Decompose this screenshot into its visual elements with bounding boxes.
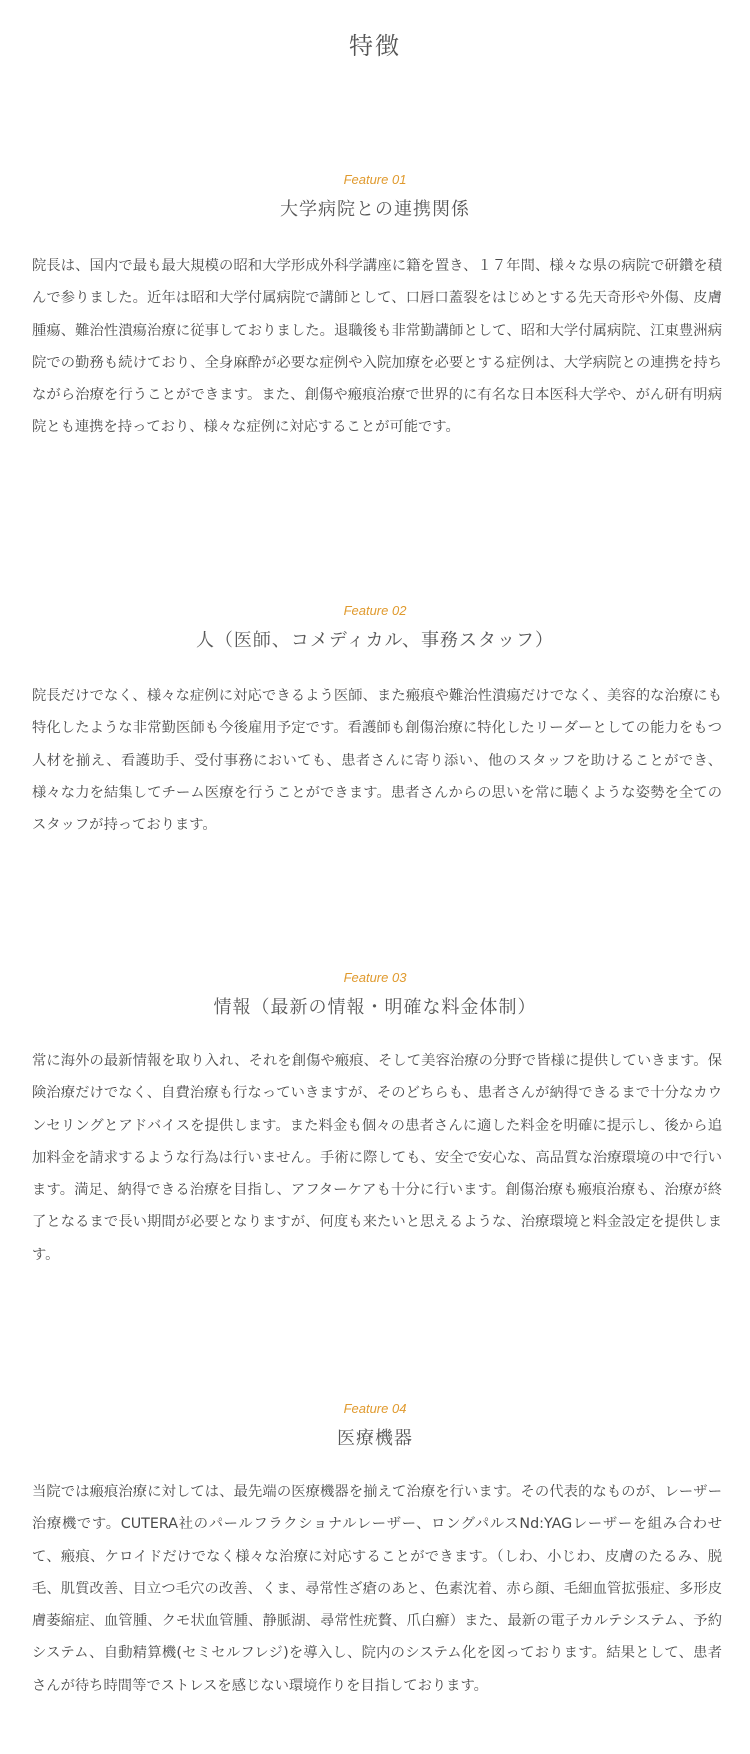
feature-body: 院長は、国内で最も最大規模の昭和大学形成外科学講座に籍を置き、１７年間、様々な県の病院で研鑽を積んで参りました。近年は昭和大学付属病院で講師として、口唇口蓋裂をはじめとする先天奇形や外傷、皮膚腫瘍、難治性潰瘍治療に従事しておりました。退職後も非常勤講師として、昭和大学付属病院、江東豊洲病院での勤務も続けており、全身麻酔が必要な症例や入院加療を必要とする症例は、大学病院との連携を持ちながら治療を行うことができます。また、創傷や瘢痕治療で世界的に有名な日本医科大学や、がん研有明病院とも連携を持っており、様々な症例に対応することが可能です。 [32,258,722,436]
feature-heading: 人（医師、コメディカル、事務スタッフ） [195,630,555,651]
feature-label: Feature 04 [343,1401,407,1416]
feature-body: 常に海外の最新情報を取り入れ、それを創傷や瘢痕、そして美容治療の分野で皆様に提供していきます。保険治療だけでなく、自費治療も行なっていきますが、そのどちらも、患者さんが納得できるまで十分なカウンセリングとアドバイスを提供します。また料金も個々の患者さんに適した料金を明確に提示し、後から追加料金を請求するような行為は行いません。手術に際しても、安全で安心な、高品質な治療環境の中で行います。満足、納得できる治療を目指し、アフターケアも十分に行います。創傷治療も瘢痕治療も、治療が終了となるまで長い期間が必要となりますが、何度も来たいと思えるような、治療環境と料金設定を提供します。 [32,1053,722,1263]
feature-04-header [0,1399,750,1453]
feature-body: 院長だけでなく、様々な症例に対応できるよう医師、また瘢痕や難治性潰瘍だけでなく、美容的な治療にも特化したような非常勤医師も今後雇用予定です。看護師も創傷治療に特化したリーダーとしての能力をもつ人材を揃え、看護助手、受付事務においても、患者さんに寄り添い、他のスタッフを助けることができ、様々な力を結集してチーム医療を行うことができます。患者さんからの思いを常に聴くような姿勢を全てのスタッフが持っております。 [32,688,722,834]
page-title: 特徴 [349,32,401,60]
feature-01-header [0,170,750,224]
feature-03-header [0,968,750,1022]
feature-label: Feature 01 [343,172,407,187]
feature-label: Feature 02 [343,603,407,618]
feature-heading: 大学病院との連携関係 [280,199,470,220]
feature-heading: 医療機器 [337,1428,413,1449]
feature-body: 当院では瘢痕治療に対しては、最先端の医療機器を揃えて治療を行います。その代表的なものが、レーザー治療機です。CUTERA社のパールフラクショナルレーザー、ロングパルスNd:YAGレーザーを組み合わせて、瘢痕、ケロイドだけでなく様々な治療に対応することができます。（しわ、小じわ、皮膚のたるみ、脱毛、肌質改善、目立つ毛穴の改善、くま、尋常性ざ瘡のあと、色素沈着、赤ら顔、毛細血管拡張症、多形皮膚萎縮症、血管腫、クモ状血管腫、静脈湖、尋常性疣贅、爪白癬）また、最新の電子カルテシステム、予約システム、自動精算機(セミセルフレジ)を導入し、院内のシステム化を図っております。結果として、患者さんが待ち時間等でストレスを感じない環境作りを目指しております。 [32,1484,722,1694]
feature-02-header [0,601,750,655]
feature-heading: 情報（最新の情報・明確な料金体制） [213,997,537,1018]
feature-label: Feature 03 [343,970,407,985]
